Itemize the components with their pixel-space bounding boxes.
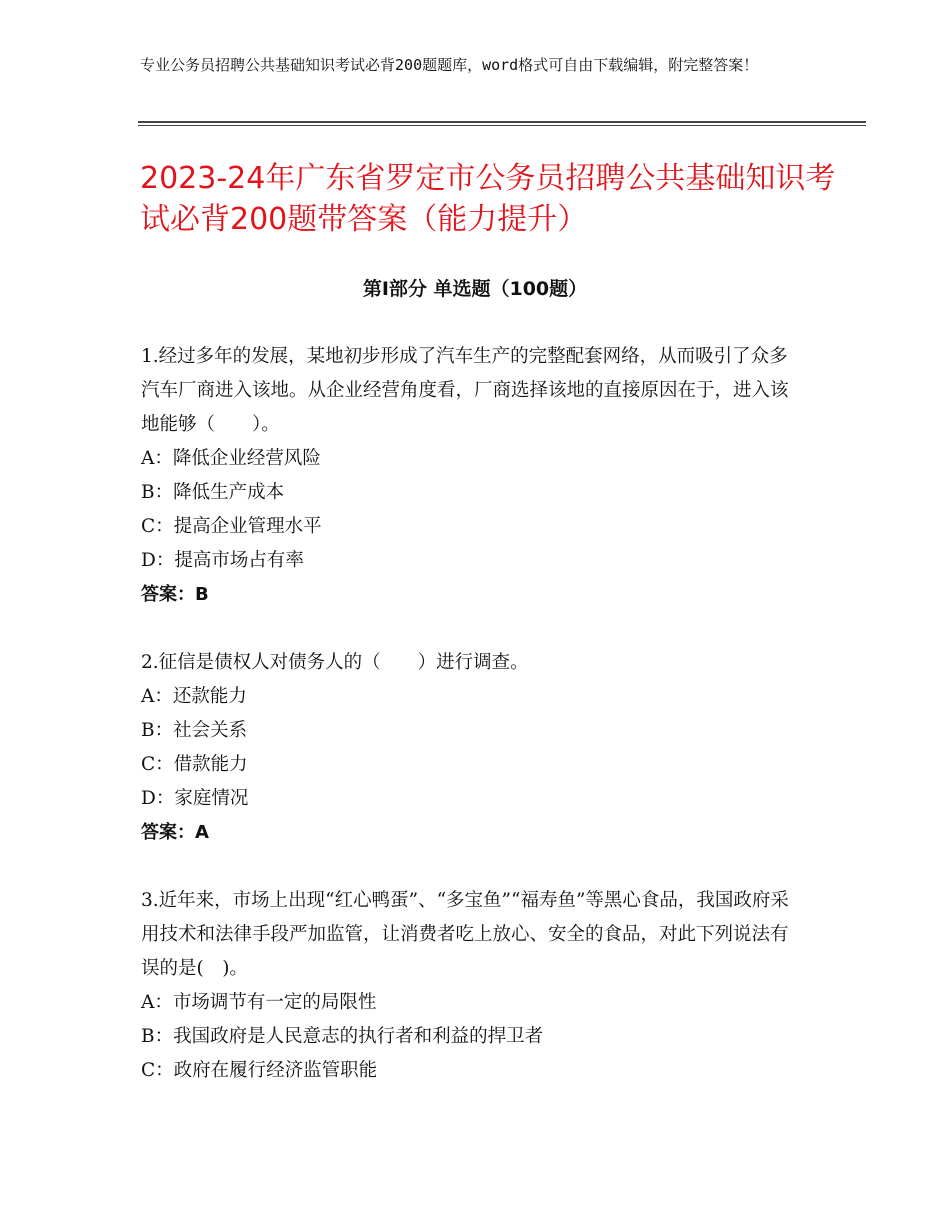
option-d: D：提高市场占有率 [141,550,304,571]
question-2 [141,646,801,850]
option-b: B：我国政府是人民意志的执行者和利益的捍卫者 [141,1026,544,1047]
option-d: D：家庭情况 [141,788,249,809]
question-stem: 1.经过多年的发展，某地初步形成了汽车生产的完整配套网络，从而吸引了众多汽车厂商进入该地。从企业经营角度看，厂商选择该地的直接原因在于，进入该地能够（ ）。 [141,346,789,435]
option-b: B：社会关系 [141,720,248,741]
question-list [141,340,801,1122]
question-1 [141,340,801,612]
answer: 答案：A [141,822,209,843]
question-stem: 3.近年来，市场上出现“红心鸭蛋”、“多宝鱼”“福寿鱼”等黑心食品，我国政府采用技术和法律手段严加监管，让消费者吃上放心、安全的食品，对此下列说法有误的是( )。 [141,890,789,979]
header-note: 专业公务员招聘公共基础知识考试必背200题题库，word格式可自由下载编辑，附完整答案！ [140,56,759,74]
header-rule-thick [138,121,866,123]
header-rule-thin [138,125,866,126]
document-title: 2023-24年广东省罗定市公务员招聘公共基础知识考试必背200题带答案（能力提升） [140,161,836,237]
option-c: C：政府在履行经济监管职能 [141,1060,378,1081]
answer: 答案：B [141,584,209,605]
option-a: A：市场调节有一定的局限性 [141,992,377,1013]
section-title: 第Ⅰ部分 单选题（100题） [362,278,588,300]
question-3 [141,884,801,1088]
option-c: C：借款能力 [141,754,248,775]
question-stem: 2.征信是债权人对债务人的（ ）进行调查。 [141,652,529,673]
option-a: A：降低企业经营风险 [141,448,321,469]
option-a: A：还款能力 [141,686,247,707]
option-c: C：提高企业管理水平 [141,516,322,537]
option-b: B：降低生产成本 [141,482,285,503]
